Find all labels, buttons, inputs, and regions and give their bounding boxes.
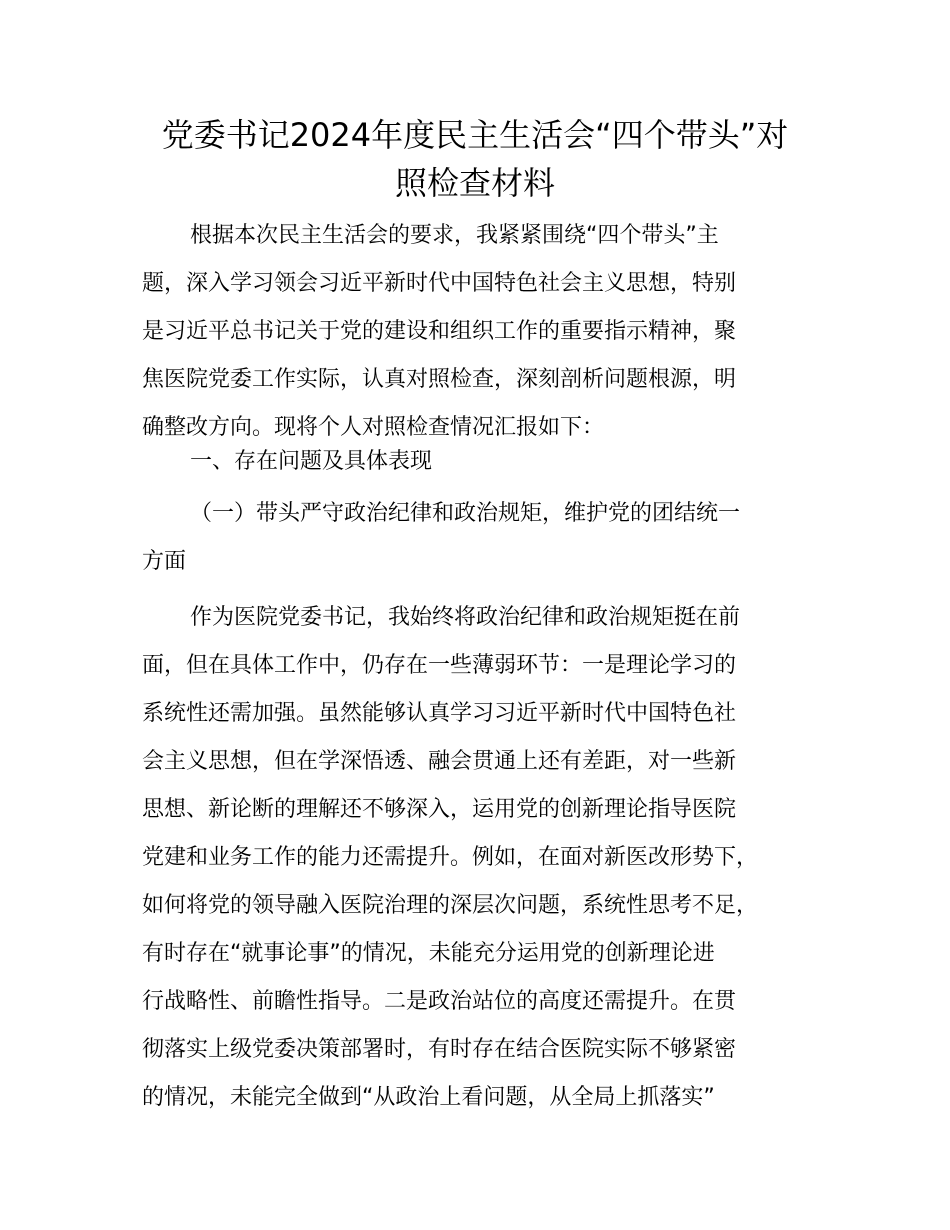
body-line: 系统性还需加强。虽然能够认真学习习近平新时代中国特色社 <box>142 701 737 726</box>
intro-paragraph <box>142 212 832 452</box>
intro-line: 是习近平总书记关于党的建设和组织工作的重要指示精神，聚 <box>142 319 737 344</box>
subsection-heading <box>142 490 832 586</box>
subsection-heading-line: （一）带头严守政治纪律和政治规矩，维护党的团结统一 <box>190 501 741 526</box>
body-line: 的情况，未能完全做到“从政治上看问题，从全局上抓落实” <box>142 1085 715 1110</box>
document-title-line-2: 照检查材料 <box>394 164 555 202</box>
body-line: 思想、新论断的理解还不够深入，运用党的创新理论指导医院 <box>142 797 737 822</box>
intro-line: 焦医院党委工作实际，认真对照检查，深刻剖析问题根源，明 <box>142 367 737 392</box>
section-heading <box>142 438 832 486</box>
body-line: 有时存在“就事论事”的情况，未能充分运用党的创新理论进 <box>142 941 715 966</box>
section-heading-text: 一、存在问题及具体表现 <box>190 449 433 474</box>
subsection-heading-line: 方面 <box>142 549 187 574</box>
intro-line: 题，深入学习领会习近平新时代中国特色社会主义思想，特别 <box>142 271 737 296</box>
body-paragraph <box>142 594 832 1122</box>
body-line: 面，但在具体工作中，仍存在一些薄弱环节：一是理论学习的 <box>142 653 737 678</box>
intro-line: 根据本次民主生活会的要求，我紧紧围绕“四个带头”主 <box>190 223 719 248</box>
body-line: 行战略性、前瞻性指导。二是政治站位的高度还需提升。在贯 <box>142 989 737 1014</box>
document-title-line-1: 党委书记2024年度民主生活会“四个带头”对 <box>161 116 789 154</box>
body-line: 彻落实上级党委决策部署时，有时存在结合医院实际不够紧密 <box>142 1037 737 1062</box>
body-line: 党建和业务工作的能力还需提升。例如，在面对新医改形势下， <box>142 845 759 870</box>
body-line: 如何将党的领导融入医院治理的深层次问题，系统性思考不足， <box>142 893 759 918</box>
body-line: 作为医院党委书记，我始终将政治纪律和政治规矩挺在前 <box>190 605 741 630</box>
intro-line: 确整改方向。现将个人对照检查情况汇报如下： <box>142 415 605 440</box>
body-line: 会主义思想，但在学深悟透、融会贯通上还有差距，对一些新 <box>142 749 737 774</box>
